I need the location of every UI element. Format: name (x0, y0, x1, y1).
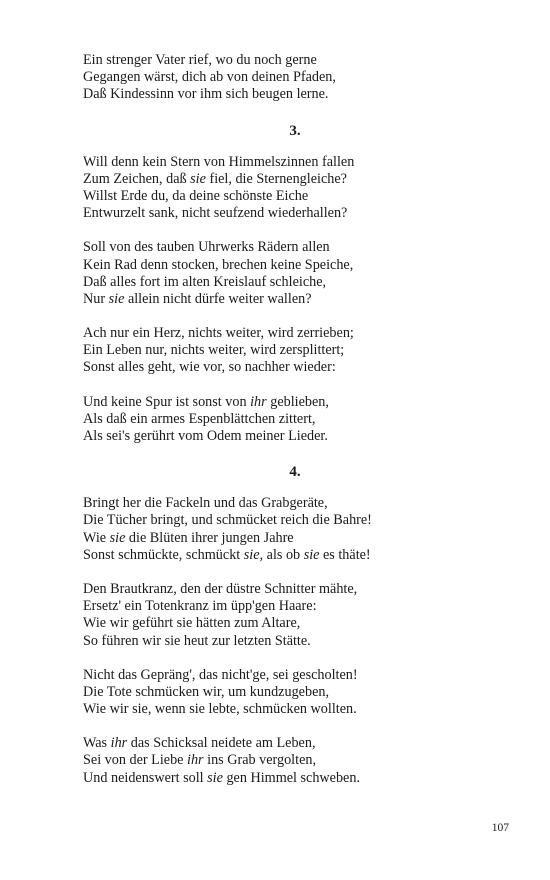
verse-line (83, 428, 483, 445)
verse-text: Daß Kindessinn vor ihm sich beugen lerne. (83, 86, 329, 103)
stanza (83, 154, 483, 223)
stanza (83, 495, 483, 564)
verse-text: Sonst alles geht, wie vor, so nachher wieder: (83, 359, 336, 376)
verse-line (83, 239, 483, 256)
verse-text: Was (83, 735, 111, 752)
stanza (83, 581, 483, 650)
stanza (83, 52, 483, 104)
verse-text: Die Tücher bringt, und schmücket reich die Bahre! (83, 512, 372, 529)
verse-text: Daß alles fort im alten Kreislauf schleiche, (83, 273, 327, 290)
stanza (83, 394, 483, 446)
verse-text: es thäte! (319, 546, 371, 563)
verse-line (83, 512, 483, 529)
verse-text: Wie wir geführt sie hätten zum Altare, (83, 615, 301, 632)
verse-line (83, 69, 483, 86)
verse-text: Kein Rad denn stocken, brechen keine Speiche, (83, 256, 354, 273)
verse-text: Sonst schmückte, schmückt (83, 546, 244, 563)
verse-line (83, 752, 483, 769)
stanza (83, 239, 483, 308)
verse-text: Willst Erde du, da deine schönste Eiche (83, 187, 309, 204)
verse-text: Als daß ein armes Espenblättchen zittert, (83, 410, 316, 427)
emphasized-word: sie (190, 170, 206, 187)
verse-text: Wie wir sie, wenn sie lebte, schmücken wollten. (83, 701, 357, 718)
emphasized-word: sie (108, 290, 125, 307)
verse-line (83, 598, 483, 615)
verse-text: So führen wir sie heut zur letzten Stätte. (83, 632, 311, 649)
verse-text: allein nicht dürfe weiter wallen? (124, 290, 312, 307)
verse-line (83, 633, 483, 650)
verse-line (83, 615, 483, 632)
verse-text: das Schicksal neidete am Leben, (127, 735, 316, 752)
stanza (83, 735, 483, 787)
verse-line (83, 547, 483, 564)
verse-text: als ob (263, 546, 304, 563)
verse-text: Entwurzelt sank, nicht seufzend wiederhallen? (83, 205, 348, 222)
verse-text: Wie (83, 529, 110, 546)
stanza (83, 667, 483, 719)
verse-line (83, 411, 483, 428)
verse-text: Sei von der Liebe (83, 752, 188, 769)
verse-text: Und keine Spur ist sonst von (83, 393, 251, 410)
verse-text: Soll von des tauben Uhrwerks Rädern allen (83, 239, 330, 256)
section-heading: 3. (289, 122, 301, 139)
verse-line (83, 154, 483, 171)
verse-line (83, 684, 483, 701)
verse-line (83, 394, 483, 411)
verse-text: Nur (83, 290, 109, 307)
verse-text: Ein Leben nur, nichts weiter, wird zersplittert; (83, 342, 345, 359)
emphasized-word: ihr (187, 752, 204, 769)
verse-text: Bringt her die Fackeln und das Grabgeräte, (83, 495, 328, 512)
emphasized-word: sie (109, 529, 126, 546)
page-number: 107 (491, 822, 509, 834)
verse-line (83, 770, 483, 787)
verse-line (83, 735, 483, 752)
verse-line (83, 171, 483, 188)
verse-text: die Blüten ihrer jungen Jahre (125, 529, 294, 546)
verse-line (83, 291, 483, 308)
verse-line (83, 667, 483, 684)
verse-text: Ein strenger Vater rief, wo du noch gerne (83, 52, 317, 68)
verse-text: Nicht das Gepräng', das nicht'ge, sei gescholten! (83, 666, 358, 683)
verse-line (83, 86, 483, 103)
emphasized-word: sie (303, 546, 320, 563)
verse-text: Gegangen wärst, dich ab von deinen Pfaden, (83, 69, 336, 86)
verse-text: Will denn kein Stern von Himmelszinnen fallen (83, 153, 355, 170)
verse-line (83, 530, 483, 547)
verse-line (83, 205, 483, 222)
verse-line (83, 325, 483, 342)
verse-text: fiel, die Sternengleiche? (205, 170, 347, 187)
stanza (83, 325, 483, 377)
verse-line (83, 52, 483, 69)
verse-text: ins Grab vergolten, (203, 752, 317, 769)
section-heading: 4. (289, 464, 301, 481)
verse-text: Ach nur ein Herz, nichts weiter, wird zerrieben; (83, 325, 354, 342)
verse-line (83, 274, 483, 291)
verse-text: Und neidenswert soll (83, 769, 208, 786)
emphasized-word: ihr (250, 393, 267, 410)
verse-text: gen Himmel schweben. (222, 769, 360, 786)
verse-text: Ersetz' ein Totenkranz im üpp'gen Haare: (83, 598, 317, 615)
emphasized-word: ihr (110, 735, 128, 752)
emphasized-word: sie, (243, 546, 264, 563)
verse-line (83, 495, 483, 512)
verse-text: Zum Zeichen, daß (83, 170, 191, 187)
verse-line (83, 701, 483, 718)
verse-line (83, 342, 483, 359)
verse-line (83, 188, 483, 205)
poem-body (83, 52, 483, 787)
verse-line (83, 257, 483, 274)
verse-line (83, 581, 483, 598)
verse-line (83, 359, 483, 376)
emphasized-word: sie (207, 769, 223, 786)
verse-text: geblieben, (266, 393, 329, 410)
verse-text: Die Tote schmücken wir, um kundzugeben, (83, 683, 330, 700)
verse-text: Den Brautkranz, den der düstre Schnitter mähte, (83, 580, 358, 597)
verse-text: Als sei's gerührt vom Odem meiner Lieder. (83, 428, 328, 444)
